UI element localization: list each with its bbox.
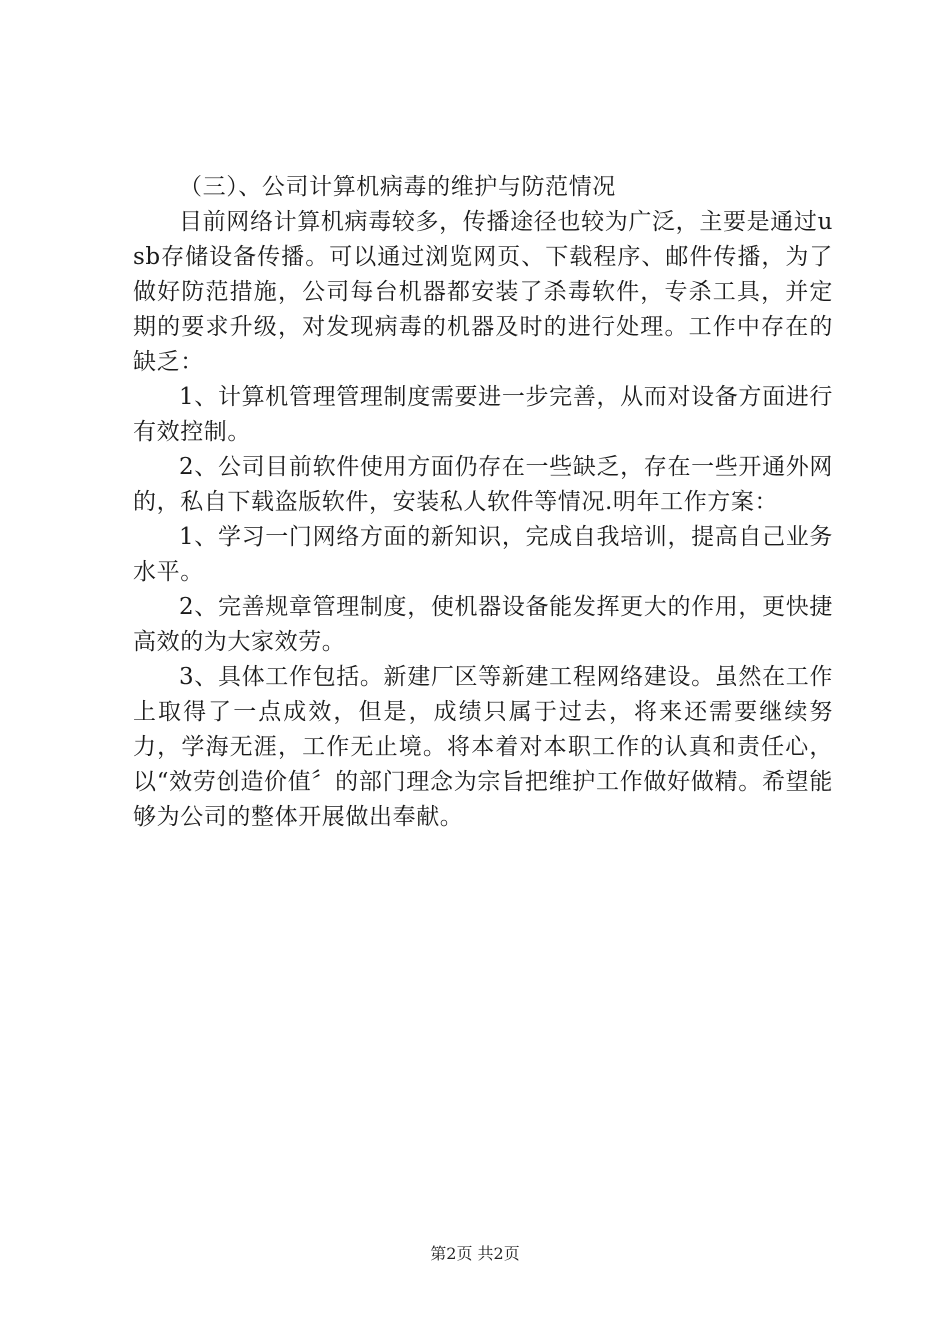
- section-heading: （三）、公司计算机病毒的维护与防范情况: [179, 174, 616, 200]
- document-body: [133, 170, 833, 835]
- paragraph-plan-1: 1、学习一门网络方面的新知识，完成自我培训，提高自己业务水平。: [133, 524, 833, 585]
- paragraph-virus-overview: 目前网络计算机病毒较多，传播途径也较为广泛，主要是通过usb存储设备传播。可以通过浏览网页、下载程序、邮件传播，为了做好防范措施，公司每台机器都安装了杀毒软件，专杀工具，并定期的要求升级，对发现病毒的机器及时的进行处理。工作中存在的缺乏：: [133, 209, 833, 375]
- paragraph-shortcoming-1: 1、计算机管理管理制度需要进一步完善，从而对设备方面进行有效控制。: [133, 384, 833, 445]
- paragraph-shortcoming-2: 2、公司目前软件使用方面仍存在一些缺乏，存在一些开通外网的，私自下载盗版软件，安装私人软件等情况.明年工作方案：: [133, 454, 833, 515]
- paragraph-plan-3: 3、具体工作包括。新建厂区等新建工程网络建设。虽然在工作上取得了一点成效，但是，成绩只属于过去，将来还需要继续努力，学海无涯，工作无止境。将本着对本职工作的认真和责任心，以“效劳创造价值〞的部门理念为宗旨把维护工作做好做精。希望能够为公司的整体开展做出奉献。: [133, 664, 833, 830]
- page-number-footer: 第2页 共2页: [430, 1244, 520, 1263]
- paragraph-plan-2: 2、完善规章管理制度，使机器设备能发挥更大的作用，更快捷高效的为大家效劳。: [133, 594, 833, 655]
